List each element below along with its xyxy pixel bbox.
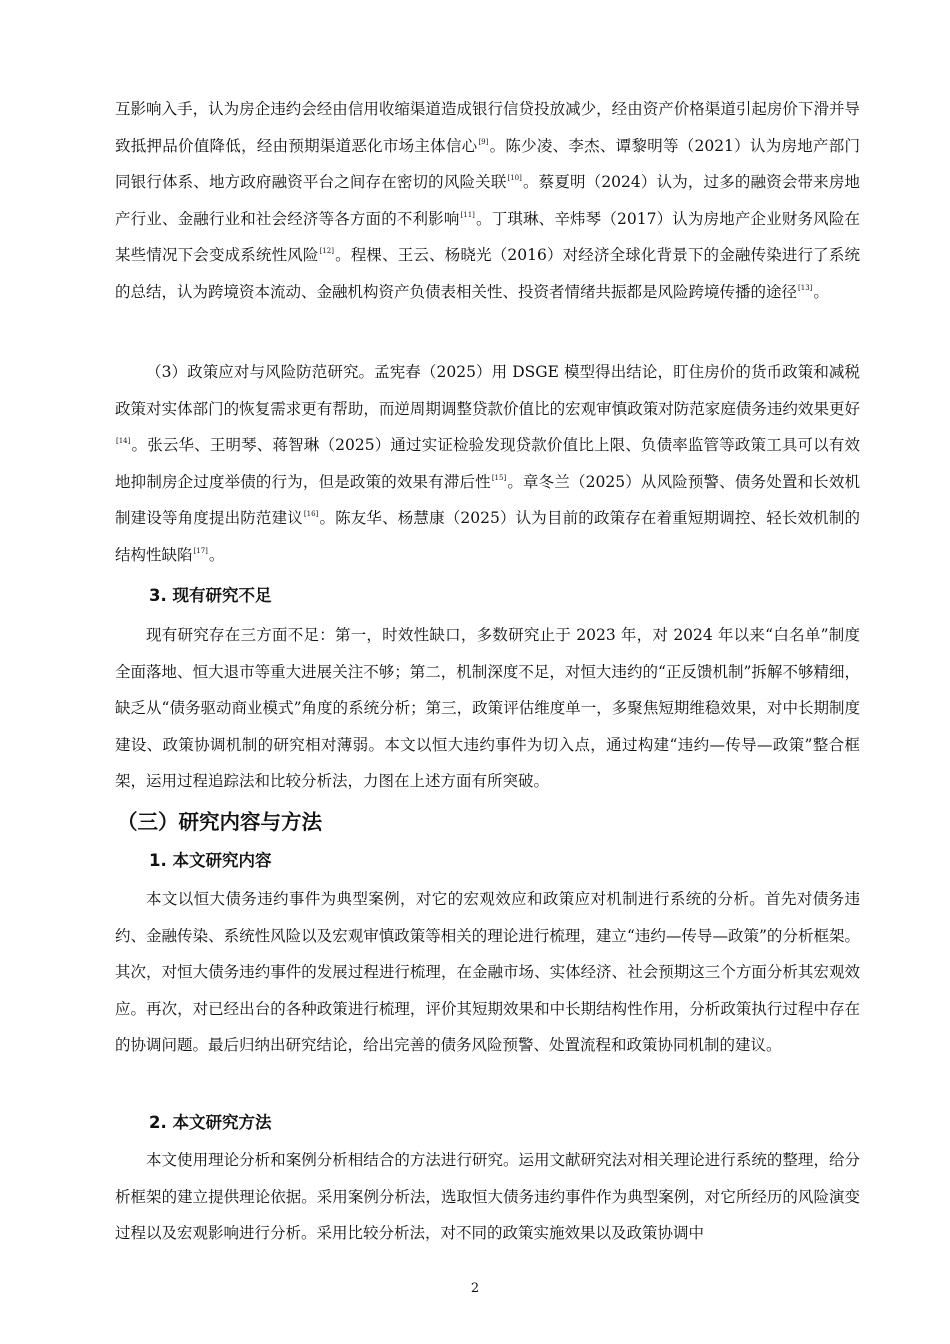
citation: [14] <box>116 437 131 446</box>
citation: [12] <box>319 247 334 256</box>
paragraph-research-gaps: 现有研究存在三方面不足：第一，时效性缺口，多数研究止于 2023 年，对 2024 年以来“白名单”制度全面落地、恒大退市等重大进展关注不够；第二，机制深度不足，对恒大违约的“正反馈机制”拆解不够精细，缺乏从“债务驱动商业模式”角度的系统分析；第三，政策评估维度单一，多聚焦短期维稳效果，对中长期制度建设、政策协调机制的研究相对薄弱。本文以恒大违约事件为切入点，通过构建“违约—传导—政策”整合框架，运用过程追踪法和比较分析法，力图在上述方面有所突破。 <box>115 626 860 791</box>
paragraph-policy-response <box>115 354 860 574</box>
paragraph-text: 。 <box>813 282 829 301</box>
paragraph-research-method: 本文使用理论分析和案例分析相结合的方法进行研究。运用文献研究法对相关理论进行系统的整理，给分析框架的建立提供理论依据。采用案例分析法，选取恒大债务违约事件作为典型案例，对它所经历的风险演变过程以及宏观影响进行分析。采用比较分析法，对不同的政策实施效果以及政策协调中 <box>115 1151 860 1243</box>
paragraph-text: 互影响入手，认为房企违约会经由信用收缩渠道造成银行信贷投放减少，经由资产价格渠道引起房价下滑并导致抵押品价值降低，经由预期渠道恶化市场主体信心 <box>115 100 860 155</box>
heading-research-content: 1. 本文研究内容 <box>149 851 272 870</box>
heading-research-content-methods: （三）研究内容与方法 <box>117 810 322 834</box>
paragraph-risk-contagion <box>115 91 860 311</box>
paragraph-research-content: 本文以恒大债务违约事件为典型案例，对它的宏观效应和政策应对机制进行系统的分析。首先对债务违约、金融传染、系统性风险以及宏观审慎政策等相关的理论进行梳理，建立“违约—传导—政策”的分析框架。其次，对恒大债务违约事件的发展过程进行梳理，在金融市场、实体经济、社会预期这三个方面分析其宏观效应。再次，对已经出台的各种政策进行梳理，评价其短期效果和中长期结构性作用，分析政策执行过程中存在的协调问题。最后归纳出研究结论，给出完善的债务风险预警、处置流程和政策协同机制的建议。 <box>115 890 860 1055</box>
paragraph-text: 。蔡夏明（2024）认为，过多的融资会带来房地产行业、金融行业和社会经济等各方面的不利影响 <box>115 173 860 228</box>
citation: [15] <box>491 473 507 482</box>
paragraph-text: 。陈友华、杨慧康（2025）认为目前的政策存在着重短期调控、轻长效机制的结构性缺陷 <box>115 509 860 564</box>
paragraph-text: （3）政策应对与风险防范研究。孟宪春（2025）用 DSGE 模型得出结论，盯住房价的货币政策和减税政策对实体部门的恢复需求更有帮助，而逆周期调整贷款价值比的宏观审慎政策对防范家庭债务违约效果更好 <box>115 363 860 418</box>
citation: [11] <box>460 210 475 219</box>
citation: [17] <box>193 546 208 555</box>
citation: [16] <box>303 510 319 519</box>
citation: [9] <box>478 137 489 146</box>
citation: [13] <box>798 283 813 292</box>
paragraph-text: 。章冬兰（2025）从风险预警、债务处置和长效机制建设等角度提出防范建议 <box>115 472 860 528</box>
paragraph-text: 。陈少凌、李杰、谭黎明等（2021）认为房地产部门同银行体系、地方政府融资平台之间存在密切的风险关联 <box>115 136 860 192</box>
paragraph-text: 。 <box>208 545 225 564</box>
paragraph-text: 。程棵、王云、杨晓光（2016）对经济全球化背景下的金融传染进行了系统的总结，认为跨境资本流动、金融机构资产负债表相关性、投资者情绪共振都是风险跨境传播的途径 <box>115 246 860 301</box>
paragraph-text: 。张云华、王明琴、蒋智琳（2025）通过实证检验发现贷款价值比上限、负债率监管等政策工具可以有效地抑制房企过度举债的行为，但是政策的效果有滞后性 <box>115 436 860 491</box>
page-number: 2 <box>470 1281 480 1296</box>
heading-research-gaps: 3. 现有研究不足 <box>149 586 272 605</box>
heading-research-method: 2. 本文研究方法 <box>149 1113 272 1132</box>
citation: [10] <box>507 174 522 183</box>
paragraph-text: 。丁琪琳、辛炜琴（2017）认为房地产企业财务风险在某些情况下会变成系统性风险 <box>115 209 860 265</box>
